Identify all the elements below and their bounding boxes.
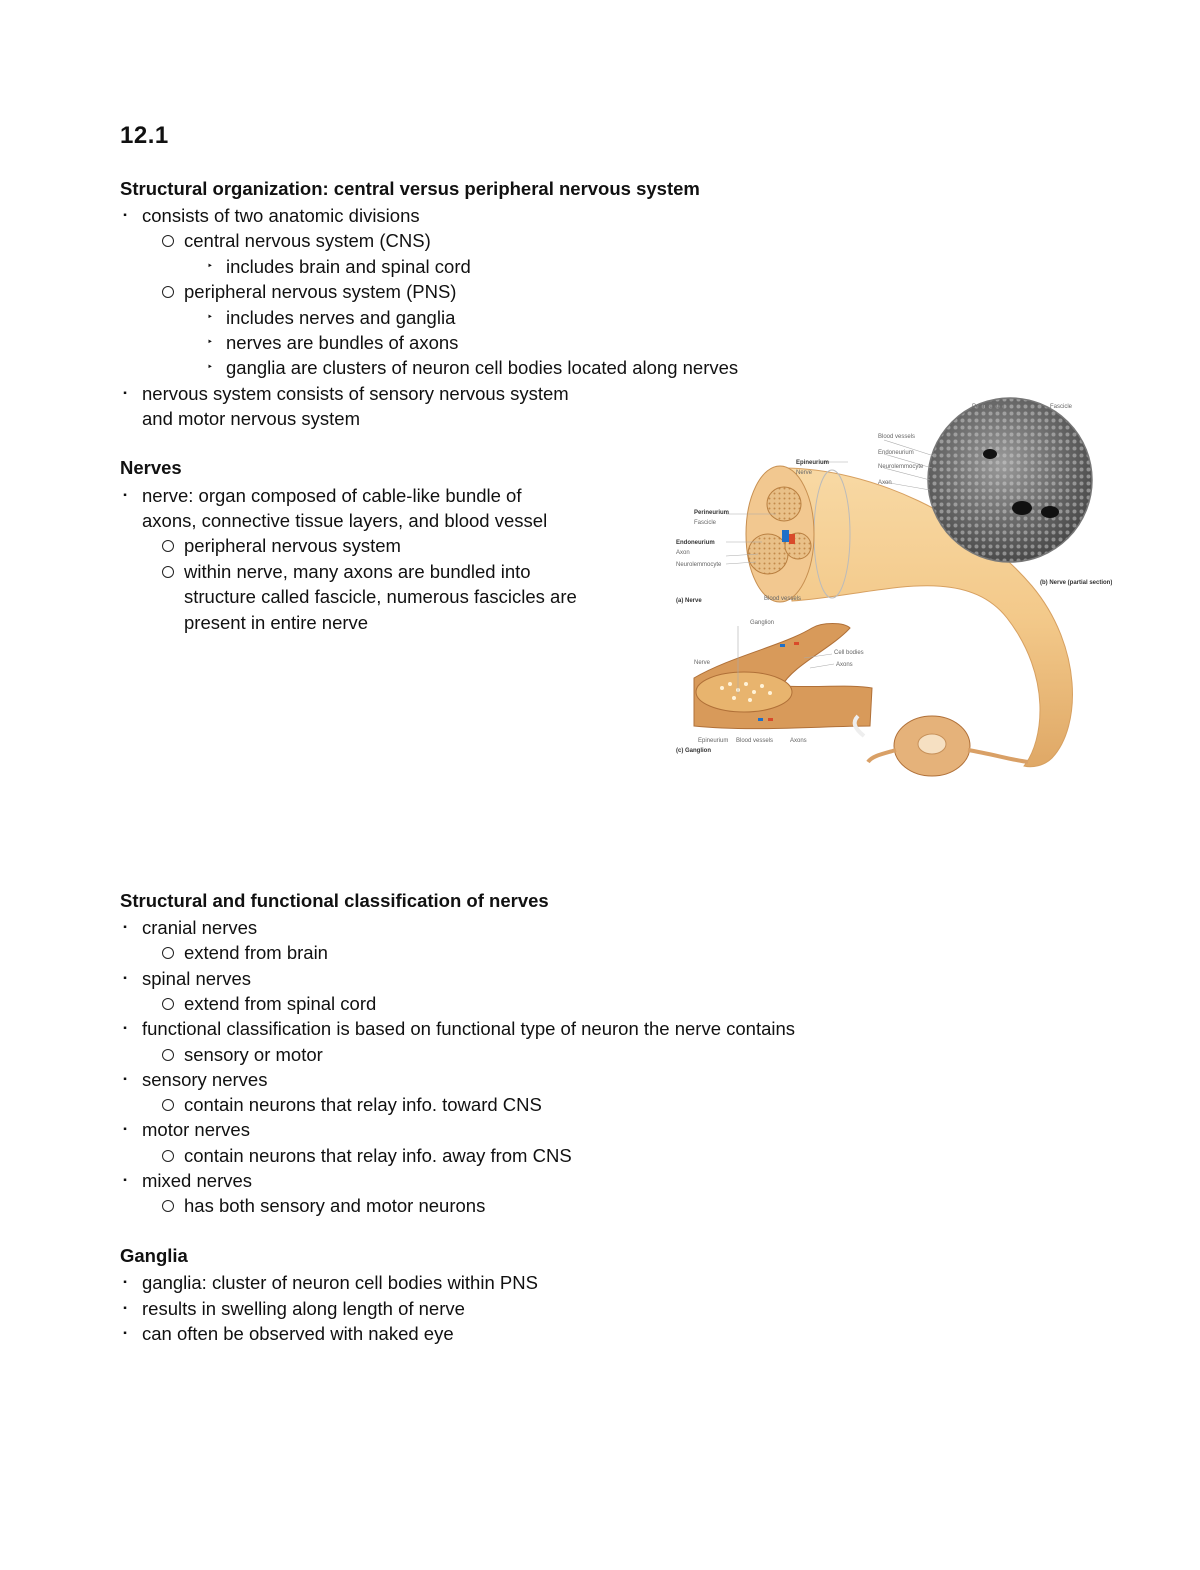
list-item: ‣ includes brain and spinal cord: [204, 254, 471, 279]
circle-bullet-icon: [162, 235, 174, 247]
arrow-bullet-icon: ‣: [207, 261, 213, 272]
bullet-icon: ▪: [123, 388, 127, 399]
label-nerve: Nerve: [796, 470, 813, 476]
list-item: ▪ consists of two anatomic divisions: [120, 203, 420, 228]
list-item: within nerve, many axons are bundled into: [162, 559, 531, 584]
list-item: contain neurons that relay info. away from CNS: [162, 1143, 572, 1168]
list-item: ‣ includes nerves and ganglia: [204, 305, 455, 330]
label-perineurium-top: Perineurium: [972, 404, 1005, 410]
list-item: peripheral nervous system (PNS): [162, 279, 456, 304]
label-axons: Axons: [836, 662, 853, 668]
list-item: extend from brain: [162, 940, 328, 965]
section-heading-nerves: Nerves: [120, 457, 182, 478]
list-item: ▪ motor nerves: [120, 1117, 250, 1142]
list-item: extend from spinal cord: [162, 991, 376, 1016]
list-item: ▪ ganglia: cluster of neuron cell bodies within PNS: [120, 1270, 538, 1295]
list-item: ▪ can often be observed with naked eye: [120, 1321, 454, 1346]
label-fascicle: Fascicle: [694, 520, 717, 526]
list-item-continuation: present in entire nerve: [184, 612, 369, 633]
label-axon-2: Axon: [676, 550, 690, 556]
list-item: central nervous system (CNS): [162, 228, 431, 253]
label-panel-a: (a) Nerve: [676, 598, 702, 604]
circle-bullet-icon: [162, 1150, 174, 1162]
bullet-icon: ▪: [123, 1074, 127, 1085]
list-item-continuation: axons, connective tissue layers, and blood vessel: [142, 510, 548, 531]
list-item: ▪ results in swelling along length of nerve: [120, 1296, 465, 1321]
bullet-icon: ▪: [123, 490, 127, 501]
list-item-continuation: and motor nervous system: [142, 408, 360, 429]
circle-bullet-icon: [162, 566, 174, 578]
label-axon: Axon: [878, 480, 892, 486]
list-item: ▪ mixed nerves: [120, 1168, 252, 1193]
label-panel-b: (b) Nerve (partial section): [1040, 580, 1112, 586]
label-neurolemmocyte-2: Neurolemmocyte: [676, 562, 722, 568]
list-item: sensory or motor: [162, 1042, 323, 1067]
circle-bullet-icon: [162, 540, 174, 552]
arrow-bullet-icon: ‣: [207, 312, 213, 323]
bullet-icon: ▪: [123, 1328, 127, 1339]
circle-bullet-icon: [162, 998, 174, 1010]
bullet-icon: ▪: [123, 1124, 127, 1135]
circle-bullet-icon: [162, 947, 174, 959]
label-nerve-2: Nerve: [694, 660, 711, 666]
label-blood-vessels-2: Blood vessels: [764, 596, 802, 602]
list-item: ▪ spinal nerves: [120, 966, 251, 991]
circle-bullet-icon: [162, 1049, 174, 1061]
bullet-icon: ▪: [123, 210, 127, 221]
circle-bullet-icon: [162, 1099, 174, 1111]
label-panel-c: (c) Ganglion: [676, 748, 711, 754]
bullet-icon: ▪: [123, 1303, 127, 1314]
label-epineurium-2: Epineurium: [698, 738, 729, 744]
list-item: ▪ cranial nerves: [120, 915, 257, 940]
label-endoneurium-2: Endoneurium: [676, 540, 715, 546]
label-blood-vessels-3: Blood vessels: [736, 738, 774, 744]
circle-bullet-icon: [162, 1200, 174, 1212]
label-axons-2: Axons: [790, 738, 807, 744]
list-item: ▪ sensory nerves: [120, 1067, 267, 1092]
section-heading-ganglia: Ganglia: [120, 1245, 188, 1266]
bullet-icon: ▪: [123, 1175, 127, 1186]
list-item: ‣ nerves are bundles of axons: [204, 330, 458, 355]
label-fascicle-top: Fascicle: [1050, 404, 1073, 410]
list-item: ▪ functional classification is based on functional type of neuron the nerve contains: [120, 1016, 795, 1041]
section-heading-classification: Structural and functional classification of nerves: [120, 890, 549, 911]
bullet-icon: ▪: [123, 1277, 127, 1288]
page-title: 12.1: [120, 122, 169, 149]
list-item: ▪ nerve: organ composed of cable-like bundle of: [120, 483, 522, 508]
bullet-icon: ▪: [123, 973, 127, 984]
list-item: contain neurons that relay info. toward CNS: [162, 1092, 542, 1117]
bullet-icon: ▪: [123, 1023, 127, 1034]
label-neurolemmocyte: Neurolemmocyte: [878, 464, 924, 470]
list-item: peripheral nervous system: [162, 533, 401, 558]
label-ganglion: Ganglion: [750, 620, 775, 626]
label-perineurium: Perineurium: [694, 510, 730, 516]
section-heading-structural-organization: Structural organization: central versus peripheral nervous system: [120, 178, 700, 199]
list-item-continuation: structure called fascicle, numerous fascicles are: [184, 586, 577, 607]
circle-bullet-icon: [162, 286, 174, 298]
nerve-anatomy-figure: [672, 396, 1112, 800]
label-cell-bodies: Cell bodies: [834, 650, 864, 656]
arrow-bullet-icon: ‣: [207, 362, 213, 373]
list-item: ▪ nervous system consists of sensory nervous system: [120, 381, 569, 406]
label-blood-vessels: Blood vessels: [878, 434, 916, 440]
bullet-icon: ▪: [123, 922, 127, 933]
list-item: has both sensory and motor neurons: [162, 1193, 485, 1218]
label-endoneurium: Endoneurium: [878, 450, 914, 456]
label-epineurium: Epineurium: [796, 460, 830, 466]
list-item: ‣ ganglia are clusters of neuron cell bodies located along nerves: [204, 355, 738, 380]
arrow-bullet-icon: ‣: [207, 337, 213, 348]
